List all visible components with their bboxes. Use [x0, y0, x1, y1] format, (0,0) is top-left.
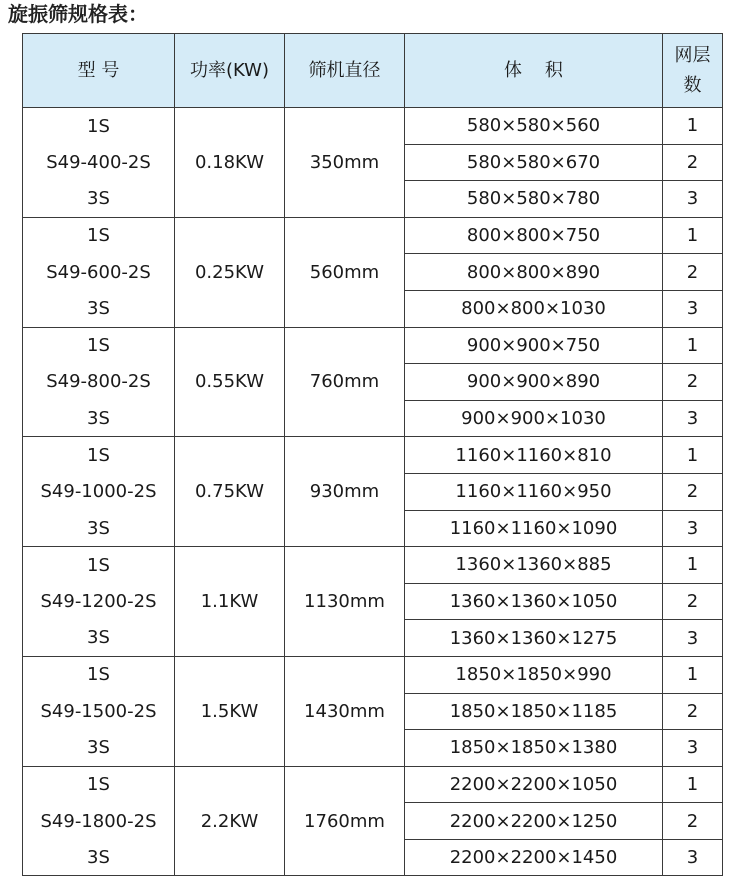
model-cell: 3S: [23, 510, 175, 547]
table-row: [23, 766, 723, 803]
header-model: 型 号: [23, 34, 175, 108]
layers-cell: 1: [663, 108, 723, 145]
table-row: [23, 437, 723, 474]
model-cell: 3S: [23, 839, 175, 876]
volume-cell: 900×900×1030: [405, 400, 663, 437]
power-cell: 1.5KW: [175, 656, 285, 766]
diameter-cell: 1430mm: [285, 656, 405, 766]
layers-cell: 1: [663, 217, 723, 254]
volume-cell: 800×800×890: [405, 254, 663, 291]
layers-cell: 1: [663, 327, 723, 364]
model-cell: S49-1200-2S: [23, 583, 175, 620]
model-cell: 1S: [23, 766, 175, 803]
model-cell: 1S: [23, 217, 175, 254]
volume-cell: 800×800×1030: [405, 290, 663, 327]
table-body: [23, 108, 723, 876]
power-cell: 0.25KW: [175, 217, 285, 327]
layers-cell: 2: [663, 364, 723, 401]
layers-cell: 2: [663, 583, 723, 620]
model-cell: 3S: [23, 290, 175, 327]
power-cell: 0.75KW: [175, 437, 285, 547]
layers-cell: 2: [663, 803, 723, 840]
layers-cell: 1: [663, 547, 723, 584]
model-cell: 1S: [23, 547, 175, 584]
table-row: [23, 547, 723, 584]
diameter-cell: 1130mm: [285, 547, 405, 657]
volume-cell: 1850×1850×1185: [405, 693, 663, 730]
diameter-cell: 760mm: [285, 327, 405, 437]
volume-cell: 1360×1360×1050: [405, 583, 663, 620]
model-cell: 3S: [23, 620, 175, 657]
model-cell: 1S: [23, 108, 175, 145]
header-layers: [663, 34, 723, 108]
layers-cell: 3: [663, 181, 723, 218]
layers-cell: 3: [663, 620, 723, 657]
model-cell: S49-1000-2S: [23, 473, 175, 510]
model-cell: S49-600-2S: [23, 254, 175, 291]
model-cell: 3S: [23, 730, 175, 767]
header-volume: 体 积: [405, 34, 663, 108]
volume-cell: 1160×1160×810: [405, 437, 663, 474]
layers-cell: 2: [663, 693, 723, 730]
header-layers-line1: 网层: [674, 44, 711, 66]
table-row: [23, 108, 723, 145]
power-cell: 2.2KW: [175, 766, 285, 876]
volume-cell: 2200×2200×1250: [405, 803, 663, 840]
diameter-cell: 560mm: [285, 217, 405, 327]
volume-cell: 580×580×670: [405, 144, 663, 181]
layers-cell: 1: [663, 656, 723, 693]
volume-cell: 2200×2200×1050: [405, 766, 663, 803]
volume-cell: 800×800×750: [405, 217, 663, 254]
volume-cell: 580×580×560: [405, 108, 663, 145]
table-header-row: [23, 34, 723, 108]
model-cell: 3S: [23, 400, 175, 437]
layers-cell: 3: [663, 730, 723, 767]
table-row: [23, 217, 723, 254]
model-cell: S49-1500-2S: [23, 693, 175, 730]
volume-cell: 2200×2200×1450: [405, 839, 663, 876]
model-cell: 1S: [23, 327, 175, 364]
model-cell: S49-1800-2S: [23, 803, 175, 840]
volume-cell: 900×900×750: [405, 327, 663, 364]
layers-cell: 2: [663, 144, 723, 181]
layers-cell: 1: [663, 437, 723, 474]
diameter-cell: 350mm: [285, 108, 405, 218]
layers-cell: 2: [663, 254, 723, 291]
power-cell: 0.18KW: [175, 108, 285, 218]
spec-table: [22, 33, 723, 876]
volume-cell: 900×900×890: [405, 364, 663, 401]
model-cell: 3S: [23, 181, 175, 218]
header-diameter: 筛机直径: [285, 34, 405, 108]
table-row: [23, 327, 723, 364]
layers-cell: 3: [663, 400, 723, 437]
volume-cell: 1360×1360×1275: [405, 620, 663, 657]
volume-cell: 1850×1850×1380: [405, 730, 663, 767]
header-power: 功率(KW): [175, 34, 285, 108]
model-cell: 1S: [23, 437, 175, 474]
power-cell: 0.55KW: [175, 327, 285, 437]
layers-cell: 3: [663, 510, 723, 547]
volume-cell: 1160×1160×1090: [405, 510, 663, 547]
volume-cell: 1850×1850×990: [405, 656, 663, 693]
model-cell: 1S: [23, 656, 175, 693]
power-cell: 1.1KW: [175, 547, 285, 657]
layers-cell: 3: [663, 290, 723, 327]
layers-cell: 2: [663, 473, 723, 510]
volume-cell: 580×580×780: [405, 181, 663, 218]
volume-cell: 1160×1160×950: [405, 473, 663, 510]
header-layers-line2: 数: [683, 74, 702, 96]
page-title: 旋振筛规格表：: [8, 2, 148, 26]
model-cell: S49-800-2S: [23, 364, 175, 401]
table-row: [23, 656, 723, 693]
model-cell: S49-400-2S: [23, 144, 175, 181]
diameter-cell: 930mm: [285, 437, 405, 547]
diameter-cell: 1760mm: [285, 766, 405, 876]
layers-cell: 1: [663, 766, 723, 803]
volume-cell: 1360×1360×885: [405, 547, 663, 584]
layers-cell: 3: [663, 839, 723, 876]
